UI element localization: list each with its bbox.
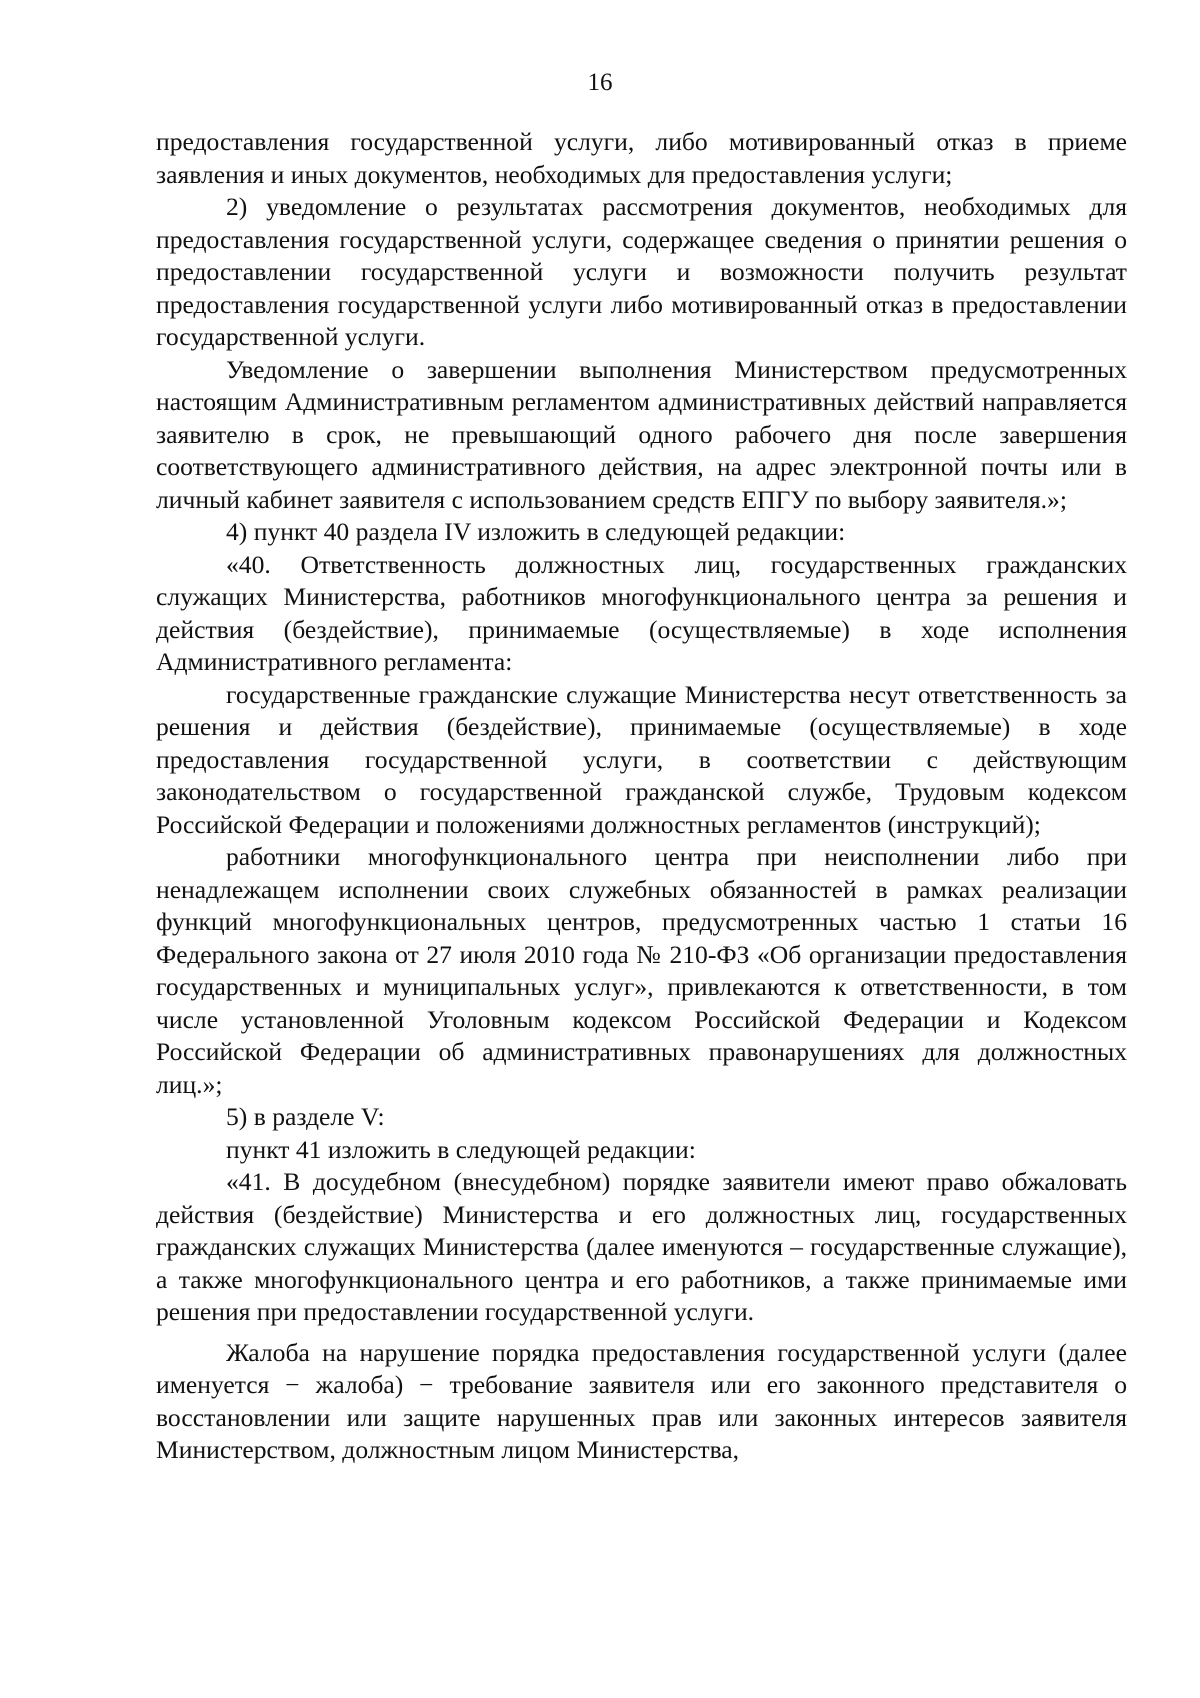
paragraph: 2) уведомление о результатах рассмотрения документов, необходимых для предоставления государственной услуги, содержащее сведения о принятии решения о предоставлении государственной услуги и возможности получить результат предоставления государственной услуги либо мотивированный отказ в предоставлении государственной услуги. xyxy=(156,192,1127,351)
paragraph: 5) в разделе V: xyxy=(226,1102,385,1131)
paragraph: Жалоба на нарушение порядка предоставления государственной услуги (далее именуется − жалоба) − требование заявителя или его законного представителя о восстановлении или защите нарушенных прав или законных интересов заявителя Министерством, должностным лицом Министерства, xyxy=(156,1337,1127,1464)
paragraph: работники многофункционального центра при неисполнении либо при ненадлежащем исполнении своих служебных обязанностей в рамках реализации функций многофункциональных центров, предусмотренных частью 1 статьи 16 Федерального закона от 27 июля 2010 года № 210-ФЗ «Об организации предоставления государственных и муниципальных услуг», привлекаются к ответственности, в том числе установленной Уголовным кодексом Российской Федерации и Кодексом Российской Федерации об административных правонарушениях для должностных лиц.»; xyxy=(156,842,1127,1099)
paragraph: предоставления государственной услуги, либо мотивированный отказ в приеме заявления и иных документов, необходимых для предоставления услуги; xyxy=(156,127,1127,189)
paragraph: «40. Ответственность должностных лиц, государственных гражданских служащих Министерства, работников многофункционального центра за решения и действия (бездействие), принимаемые (осуществляемые) в ходе исполнения Административного регламента: xyxy=(156,549,1127,676)
paragraph: Уведомление о завершении выполнения Министерством предусмотренных настоящим Административным регламентом административных действий направляется заявителю в срок, не превышающий одного рабочего дня после завершения соответствующего административного действия, на адрес электронной почты или в личный кабинет заявителя с использованием средств ЕПГУ по выбору заявителя.»; xyxy=(156,354,1127,514)
paragraph: государственные гражданские служащие Министерства несут ответственность за решения и действия (бездействие), принимаемые (осуществляемые) в ходе предоставления государственной услуги, в соответствии с действующим законодательством о государственной гражданской службе, Трудовым кодексом Российской Федерации и положениями должностных регламентов (инструкций); xyxy=(156,679,1127,839)
paragraph: 4) пункт 40 раздела IV изложить в следующей редакции: xyxy=(226,517,846,546)
document-body xyxy=(156,126,1127,1467)
page-number: 16 xyxy=(587,69,613,96)
paragraph: пункт 41 изложить в следующей редакции: xyxy=(226,1134,696,1164)
paragraph: «41. В досудебном (внесудебном) порядке заявители имеют право обжаловать действия (бездействие) Министерства и его должностных лиц, государственных гражданских служащих Министерства (далее именуются – государственные служащие), а также многофункционального центра и его работников, а также принимаемые ими решения при предоставлении государственной услуги. xyxy=(156,1167,1127,1326)
